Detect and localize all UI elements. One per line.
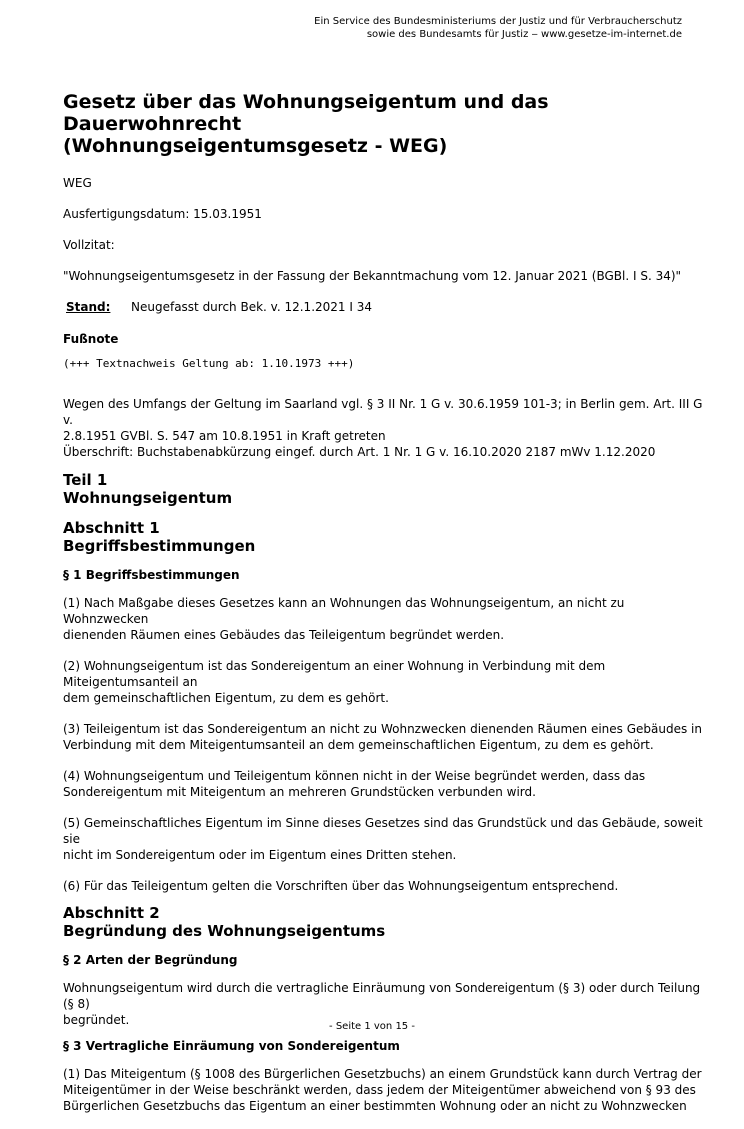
title-line: Gesetz über das Wohnungseigentum und das Dauerwohnrecht xyxy=(63,91,549,135)
heading-line: Teil 1 xyxy=(63,471,108,489)
text-line: Überschrift: Buchstabenabkürzung eingef. durch Art. 1 Nr. 1 G v. 16.10.2020 2187 mWv 1.12.2020 xyxy=(63,445,656,459)
text-line: (4) Wohnungseigentum und Teileigentum können nicht in der Weise begründet werden, dass das xyxy=(63,769,646,783)
heading-line: Begriffsbestimmungen xyxy=(63,537,256,555)
text-line: Wohnungseigentum wird durch die vertragliche Einräumung von Sondereigentum (§ 3) oder durch Teilung (§ 8) xyxy=(63,981,701,1011)
part-heading xyxy=(63,471,713,507)
text-line: nicht im Sondereigentum oder im Eigentum eines Dritten stehen. xyxy=(63,848,457,862)
text-line: (2) Wohnungseigentum ist das Sondereigentum an einer Wohnung in Verbindung mit dem Miteigentumsanteil an xyxy=(63,659,606,689)
text-line: dienenden Räumen eines Gebäudes das Teileigentum begründet werden. xyxy=(63,628,505,642)
issue-date: Ausfertigungsdatum: 15.03.1951 xyxy=(63,207,262,221)
footnote-heading: Fußnote xyxy=(63,332,119,346)
text-line: (1) Das Miteigentum (§ 1008 des Bürgerlichen Gesetzbuchs) an einem Grundstück kann durch Vertrag der xyxy=(63,1067,702,1081)
text-line: Wegen des Umfangs der Geltung im Saarland vgl. § 3 II Nr. 1 G v. 30.6.1959 101-3; in Berlin gem. Art. III G v. xyxy=(63,397,703,427)
vollzitat-text: "Wohnungseigentumsgesetz in der Fassung der Bekanntmachung vom 12. Januar 2021 (BGBl. I S. 34)" xyxy=(63,269,682,283)
paragraph-heading: § 2 Arten der Begründung xyxy=(63,953,238,967)
text-line: Bürgerlichen Gesetzbuchs das Eigentum an einer bestimmten Wohnung oder an nicht zu Wohnzwecken xyxy=(63,1099,687,1113)
law-abbreviation: WEG xyxy=(63,176,92,190)
text-line: begründet. xyxy=(63,1013,130,1027)
heading-line: Abschnitt 2 xyxy=(63,904,160,922)
text-line: Sondereigentum mit Miteigentum an mehreren Grundstücken verbunden wird. xyxy=(63,785,536,799)
text-line: (6) Für das Teileigentum gelten die Vorschriften über das Wohnungseigentum entsprechend. xyxy=(63,879,619,893)
text-line: (1) Nach Maßgabe dieses Gesetzes kann an Wohnungen das Wohnungseigentum, an nicht zu Wohnzwecken xyxy=(63,596,625,626)
paragraph-text xyxy=(63,768,713,800)
text-line: 2.8.1951 GVBl. S. 547 am 10.8.1951 in Kraft getreten xyxy=(63,429,386,443)
document-title xyxy=(63,91,713,157)
vollzitat-label: Vollzitat: xyxy=(63,238,115,252)
paragraph-text xyxy=(63,721,713,753)
section-heading xyxy=(63,519,713,555)
header-line: sowie des Bundesamts für Justiz ‒ www.gesetze-im-internet.de xyxy=(366,29,682,40)
paragraph-text xyxy=(63,595,713,643)
paragraph-heading: § 1 Begriffsbestimmungen xyxy=(63,568,240,582)
stand-text: Neugefasst durch Bek. v. 12.1.2021 I 34 xyxy=(131,300,372,314)
paragraph-text xyxy=(63,815,713,863)
paragraph-heading: § 3 Vertragliche Einräumung von Sondereigentum xyxy=(63,1039,400,1053)
document-body xyxy=(63,91,713,1129)
paragraph-text xyxy=(63,878,713,894)
heading-line: Wohnungseigentum xyxy=(63,489,233,507)
page-number: - Seite 1 von 15 - xyxy=(329,1021,415,1032)
footnote-mono: (+++ Textnachweis Geltung ab: 1.10.1973 +++) xyxy=(63,357,355,370)
paragraph-text xyxy=(63,658,713,706)
stand-label: Stand: xyxy=(66,300,111,314)
header-line: Ein Service des Bundesministeriums der Justiz und für Verbraucherschutz xyxy=(314,16,682,27)
page-header xyxy=(314,15,682,41)
footnote-text xyxy=(63,396,713,460)
text-line: Verbindung mit dem Miteigentumsanteil an dem gemeinschaftlichen Eigentum, zu dem es gehört. xyxy=(63,738,654,752)
text-line: (5) Gemeinschaftliches Eigentum im Sinne dieses Gesetzes sind das Grundstück und das Gebäude, soweit sie xyxy=(63,816,703,846)
title-line: (Wohnungseigentumsgesetz - WEG) xyxy=(63,135,448,157)
text-line: (3) Teileigentum ist das Sondereigentum an nicht zu Wohnzwecken dienenden Räumen eines Gebäudes in xyxy=(63,722,702,736)
stand-row xyxy=(63,299,713,315)
heading-line: Abschnitt 1 xyxy=(63,519,160,537)
paragraph-text xyxy=(63,1066,713,1114)
section-heading xyxy=(63,904,713,940)
heading-line: Begründung des Wohnungseigentums xyxy=(63,922,386,940)
text-line: Miteigentümer in der Weise beschränkt werden, dass jedem der Miteigentümer abweichend von § 93 des xyxy=(63,1083,696,1097)
text-line: dem gemeinschaftlichen Eigentum, zu dem es gehört. xyxy=(63,691,389,705)
